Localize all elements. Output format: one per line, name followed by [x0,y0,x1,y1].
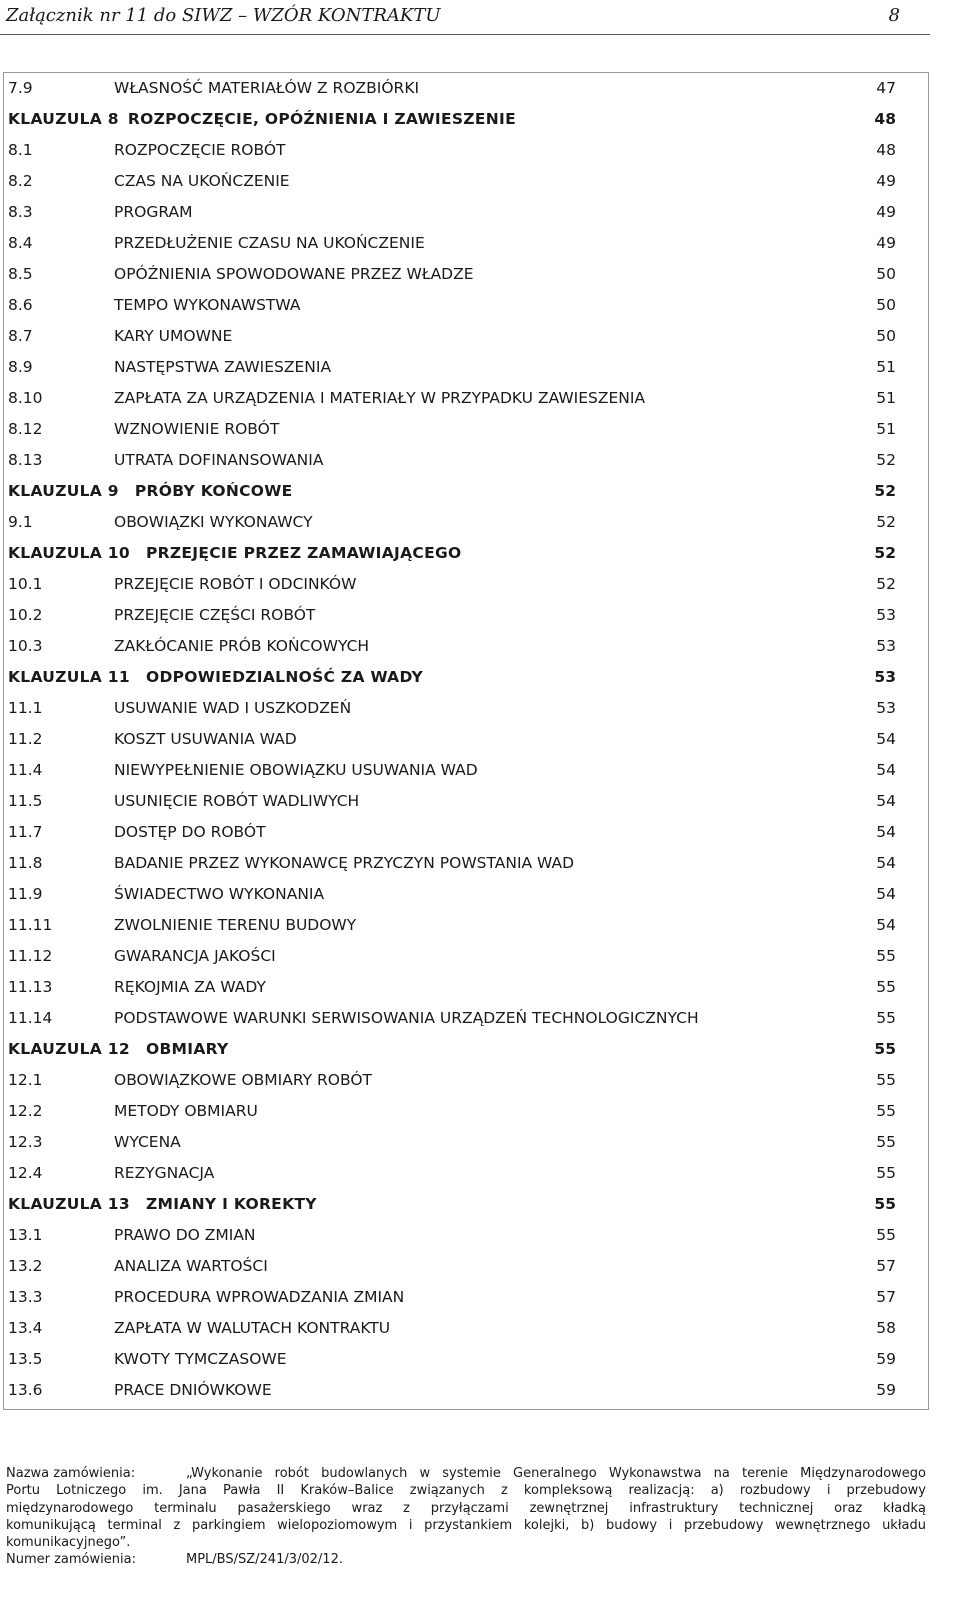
toc-entry-row[interactable] [4,1003,928,1034]
toc-title: ZWOLNIENIE TERENU BUDOWY [114,916,357,934]
toc-title: CZAS NA UKOŃCZENIE [114,172,290,190]
toc-title: METODY OBMIARU [114,1102,258,1120]
toc-clause-row[interactable] [4,662,928,693]
toc-number: 11.11 [8,916,53,934]
toc-page-number: 55 [876,1133,896,1151]
toc-title: ROZPOCZĘCIE, OPÓŹNIENIA I ZAWIESZENIE [127,110,516,128]
toc-entry-row[interactable] [4,507,928,538]
toc-page-number: 48 [876,141,896,159]
toc-number: 8.1 [8,141,33,159]
toc-page-number: 51 [876,389,896,407]
toc-title: OBOWIĄZKOWE OBMIARY ROBÓT [114,1071,372,1089]
toc-clause-row[interactable] [4,1189,928,1220]
toc-title: ZAPŁATA W WALUTACH KONTRAKTU [114,1319,391,1337]
toc-entry-row[interactable] [4,972,928,1003]
toc-title: OPÓŹNIENIA SPOWODOWANE PRZEZ WŁADZE [114,265,474,283]
toc-number: 8.6 [8,296,33,314]
toc-page-number: 47 [876,79,896,97]
toc-title: REZYGNACJA [114,1164,215,1182]
toc-page-number: 52 [874,544,896,562]
toc-title: PRZEDŁUŻENIE CZASU NA UKOŃCZENIE [114,234,425,252]
toc-entry-row[interactable] [4,817,928,848]
toc-entry-row[interactable] [4,290,928,321]
toc-page-number: 54 [876,761,896,779]
toc-title: USUNIĘCIE ROBÓT WADLIWYCH [114,792,360,810]
toc-number: 8.12 [8,420,43,438]
toc-title: NASTĘPSTWA ZAWIESZENIA [114,358,332,376]
toc-number: 11.2 [8,730,43,748]
toc-entry-row[interactable] [4,1096,928,1127]
toc-page-number: 49 [876,203,896,221]
toc-entry-row[interactable] [4,1375,928,1406]
toc-number: 13.5 [8,1350,43,1368]
toc-number: 8.13 [8,451,43,469]
toc-page-number: 54 [876,792,896,810]
toc-title: KWOTY TYMCZASOWE [114,1350,287,1368]
table-of-contents [3,72,929,1410]
toc-page-number: 48 [874,110,896,128]
toc-entry-row[interactable] [4,755,928,786]
toc-entry-row[interactable] [4,631,928,662]
order-name-text-1: „Wykonanie robót budowlanych w systemie Generalnego Wykonawstwa na terenie Międzynarodowego [186,1466,926,1481]
toc-title: PODSTAWOWE WARUNKI SERWISOWANIA URZĄDZEŃ TECHNOLOGICZNYCH [114,1009,699,1027]
toc-title: PRZEJĘCIE CZĘŚCI ROBÓT [114,606,316,624]
toc-entry-row[interactable] [4,569,928,600]
toc-page-number: 49 [876,234,896,252]
toc-title: KARY UMOWNE [114,327,233,345]
toc-number: 11.9 [8,885,43,903]
toc-page-number: 50 [876,327,896,345]
toc-entry-row[interactable] [4,848,928,879]
order-name-text-2: Portu Lotniczego im. Jana Pawła II Kraków–Balice związanych z kompleksową realizacją: a) rozbudowy i przebudowy [6,1483,926,1499]
toc-title: PRÓBY KOŃCOWE [134,482,293,500]
toc-number: 8.7 [8,327,33,345]
toc-number: 12.3 [8,1133,43,1151]
toc-page-number: 55 [876,947,896,965]
toc-number: 11.13 [8,978,53,996]
toc-number: 12.2 [8,1102,43,1120]
toc-title: PRAWO DO ZMIAN [114,1226,256,1244]
toc-entry-row[interactable] [4,1158,928,1189]
toc-number: KLAUZULA 8 [8,110,119,128]
toc-number: KLAUZULA 13 [8,1195,130,1213]
toc-number: 11.8 [8,854,43,872]
toc-page-number: 55 [876,978,896,996]
toc-number: 8.4 [8,234,33,252]
toc-page-number: 55 [874,1195,896,1213]
toc-entry-row[interactable] [4,166,928,197]
toc-page-number: 51 [876,358,896,376]
toc-number: 11.5 [8,792,43,810]
toc-entry-row[interactable] [4,259,928,290]
toc-number: 11.12 [8,947,53,965]
order-name-text-5: komunikacyjnego”. [6,1535,131,1551]
toc-number: KLAUZULA 10 [8,544,130,562]
toc-number: 13.6 [8,1381,43,1399]
order-name-label: Nazwa zamówienia: [6,1466,136,1481]
toc-clause-row[interactable] [4,538,928,569]
toc-page-number: 52 [876,575,896,593]
toc-clause-row[interactable] [4,104,928,135]
document-title: Załącznik nr 11 do SIWZ – WZÓR KONTRAKTU [6,5,441,26]
toc-title: NIEWYPEŁNIENIE OBOWIĄZKU USUWANIA WAD [114,761,478,779]
toc-title: ZMIANY I KOREKTY [145,1195,317,1213]
toc-entry-row[interactable] [4,1282,928,1313]
toc-page-number: 54 [876,823,896,841]
toc-clause-heading [8,538,461,569]
order-number-label: Numer zamówienia: [6,1552,136,1568]
toc-page-number: 55 [876,1226,896,1244]
toc-title: PRZEJĘCIE PRZEZ ZAMAWIAJĄCEGO [145,544,462,562]
order-number-line [6,1551,926,1568]
toc-entry-row[interactable] [4,1313,928,1344]
toc-number: 13.1 [8,1226,43,1244]
toc-page-number: 58 [876,1319,896,1337]
toc-title: OBMIARY [145,1040,229,1058]
toc-entry-row[interactable] [4,1220,928,1251]
toc-page-number: 55 [876,1009,896,1027]
toc-page-number: 50 [876,265,896,283]
toc-title: OBOWIĄZKI WYKONAWCY [114,513,313,531]
toc-page-number: 54 [876,916,896,934]
toc-title: ODPOWIEDZIALNOŚĆ ZA WADY [145,668,424,686]
toc-page-number: 59 [876,1381,896,1399]
toc-title: ZAKŁÓCANIE PRÓB KOŃCOWYCH [114,637,370,655]
toc-entry-row[interactable] [4,786,928,817]
toc-number: KLAUZULA 9 [8,482,119,500]
toc-page-number: 55 [876,1102,896,1120]
toc-number: 11.7 [8,823,43,841]
toc-page-number: 57 [876,1288,896,1306]
toc-entry-row[interactable] [4,1344,928,1375]
toc-clause-heading [8,476,293,507]
toc-page-number: 53 [876,637,896,655]
toc-number: 13.4 [8,1319,43,1337]
toc-entry-row[interactable] [4,1065,928,1096]
toc-number: 9.1 [8,513,33,531]
toc-page-number: 53 [874,668,896,686]
toc-clause-heading [8,662,423,693]
toc-number: 10.1 [8,575,43,593]
toc-number: 11.14 [8,1009,53,1027]
order-name-text-4: komunikującą terminal z parkingiem wielopoziomowym i przystankiem kolejki, b) budowy i przebudowy wewnętrznego układu [6,1517,926,1533]
toc-number: 12.4 [8,1164,43,1182]
toc-entry-row[interactable] [4,693,928,724]
toc-entry-row[interactable] [4,1251,928,1282]
toc-number: 8.2 [8,172,33,190]
toc-entry-row[interactable] [4,135,928,166]
toc-page-number: 57 [876,1257,896,1275]
toc-title: WŁASNOŚĆ MATERIAŁÓW Z ROZBIÓRKI [114,79,420,97]
toc-entry-row[interactable] [4,321,928,352]
order-name-text-3: międzynarodowego terminalu pasażerskiego wraz z przyłączami zewnętrznej infrastruktury technicznej oraz kładką [6,1500,926,1516]
toc-entry-row[interactable] [4,197,928,228]
toc-title: ZAPŁATA ZA URZĄDZENIA I MATERIAŁY W PRZYPADKU ZAWIESZENIA [114,389,646,407]
toc-number: 11.4 [8,761,43,779]
toc-title: ANALIZA WARTOŚCI [114,1257,268,1275]
toc-title: BADANIE PRZEZ WYKONAWCĘ PRZYCZYN POWSTANIA WAD [114,854,575,872]
toc-title: USUWANIE WAD I USZKODZEŃ [114,699,352,717]
toc-number: 8.3 [8,203,33,221]
toc-clause-row[interactable] [4,476,928,507]
toc-number: 8.9 [8,358,33,376]
toc-number: 8.10 [8,389,43,407]
toc-page-number: 52 [876,513,896,531]
toc-page-number: 54 [876,854,896,872]
toc-page-number: 54 [876,885,896,903]
toc-title: PRZEJĘCIE ROBÓT I ODCINKÓW [114,575,357,593]
toc-entry-row[interactable] [4,383,928,414]
toc-title: PRACE DNIÓWKOWE [114,1381,272,1399]
toc-page-number: 53 [876,699,896,717]
page-number: 8 [888,5,900,26]
order-name-line [6,1465,926,1482]
toc-title: WYCENA [114,1133,181,1151]
toc-number: 13.2 [8,1257,43,1275]
toc-entry-row[interactable] [4,445,928,476]
toc-page-number: 54 [876,730,896,748]
toc-title: TEMPO WYKONAWSTWA [114,296,301,314]
toc-number: 12.1 [8,1071,43,1089]
toc-title: PROCEDURA WPROWADZANIA ZMIAN [114,1288,405,1306]
toc-title: GWARANCJA JAKOŚCI [114,947,276,965]
toc-entry-row[interactable] [4,941,928,972]
order-number-value: MPL/BS/SZ/241/3/02/12. [186,1552,343,1568]
toc-entry-row[interactable] [4,724,928,755]
toc-page-number: 53 [876,606,896,624]
toc-title: WZNOWIENIE ROBÓT [114,420,280,438]
toc-entry-row[interactable] [4,600,928,631]
toc-entry-row[interactable] [4,1127,928,1158]
toc-title: ROZPOCZĘCIE ROBÓT [114,141,286,159]
toc-number: 13.3 [8,1288,43,1306]
toc-entry-row[interactable] [4,352,928,383]
page-header [0,0,930,35]
toc-entry-row[interactable] [4,414,928,445]
toc-page-number: 50 [876,296,896,314]
toc-entry-row[interactable] [4,228,928,259]
toc-number: KLAUZULA 11 [8,668,130,686]
toc-number: 11.1 [8,699,43,717]
toc-page-number: 51 [876,420,896,438]
toc-title: PROGRAM [114,203,193,221]
toc-page-number: 55 [876,1164,896,1182]
toc-clause-heading [8,104,516,135]
toc-title: KOSZT USUWANIA WAD [114,730,297,748]
toc-entry-row[interactable] [4,73,928,104]
toc-number: 10.3 [8,637,43,655]
toc-title: DOSTĘP DO ROBÓT [114,823,266,841]
toc-page-number: 49 [876,172,896,190]
toc-number: 8.5 [8,265,33,283]
page-footer [6,1465,926,1569]
toc-page-number: 59 [876,1350,896,1368]
toc-entry-row[interactable] [4,910,928,941]
toc-number: 10.2 [8,606,43,624]
toc-title: UTRATA DOFINANSOWANIA [114,451,324,469]
toc-title: RĘKOJMIA ZA WADY [114,978,266,996]
toc-page-number: 52 [874,482,896,500]
toc-number: 7.9 [8,79,33,97]
toc-clause-heading [8,1189,317,1220]
toc-title: ŚWIADECTWO WYKONANIA [114,885,325,903]
toc-clause-heading [8,1034,229,1065]
toc-page-number: 55 [874,1040,896,1058]
toc-entry-row[interactable] [4,879,928,910]
toc-number: KLAUZULA 12 [8,1040,130,1058]
toc-page-number: 55 [876,1071,896,1089]
toc-page-number: 52 [876,451,896,469]
toc-clause-row[interactable] [4,1034,928,1065]
